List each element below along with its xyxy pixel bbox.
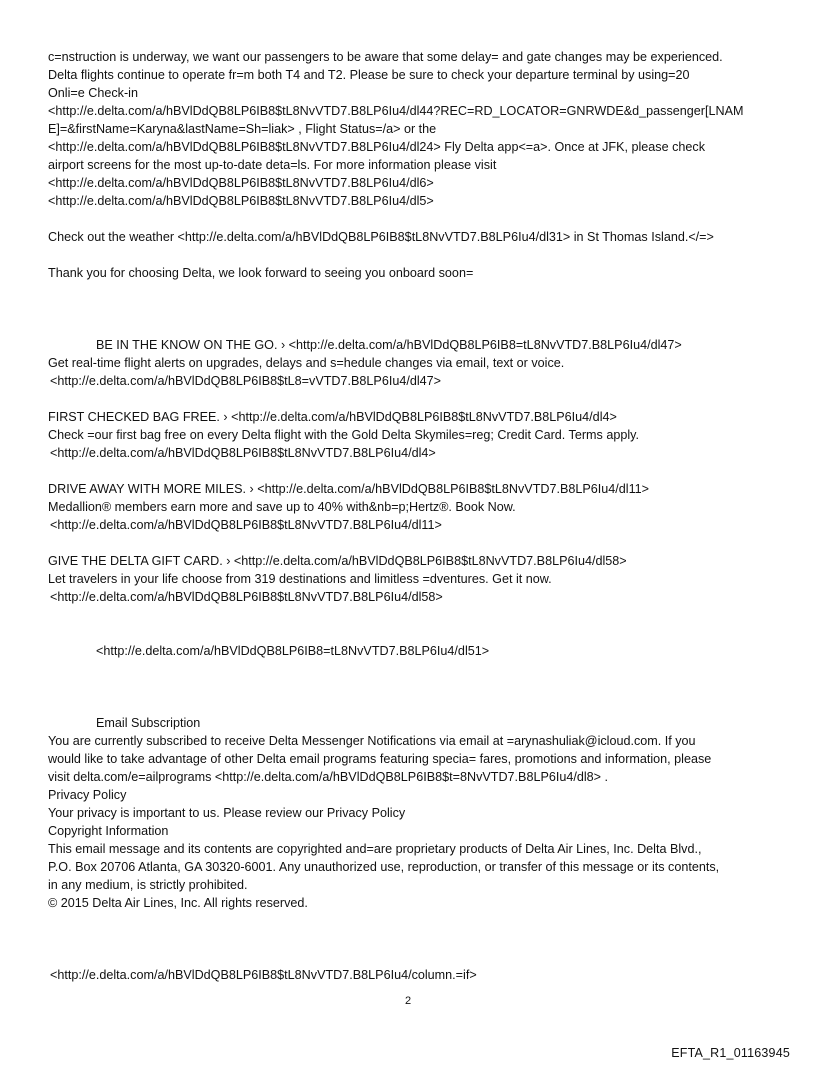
promo-link[interactable]: <http://e.delta.com/a/hBVlDdQB8LP6IB8$tL8NvVTD7.B8LP6Iu4/dl58> [50, 590, 443, 604]
email-programs-link[interactable]: visit delta.com/e=ailprograms <http://e.delta.com/a/hBVlDdQB8LP6IB8$t=8NvVTD7.B8LP6Iu4/dl8> . [48, 770, 609, 784]
info-link-dl6[interactable]: <http://e.delta.com/a/hBVlDdQB8LP6IB8$tL8NvVTD7.B8LP6Iu4/dl6> [48, 176, 434, 190]
promo-description: Let travelers in your life choose from 319 destinations and limitless =dventures. Get it now. [48, 572, 552, 586]
privacy-policy-heading: Privacy Policy [48, 788, 127, 802]
column-link[interactable]: <http://e.delta.com/a/hBVlDdQB8LP6IB8$tL8NvVTD7.B8LP6Iu4/column.=if> [50, 968, 477, 982]
promo-link[interactable]: <http://e.delta.com/a/hBVlDdQB8LP6IB8$tL8=vVTD7.B8LP6Iu4/dl47> [50, 374, 442, 388]
bates-number: EFTA_R1_01163945 [671, 1046, 790, 1060]
text-line: airport screens for the most up-to-date deta=ls. For more information please visit [48, 158, 497, 172]
text-line: P.O. Box 20706 Atlanta, GA 30320-6001. Any unauthorized use, reproduction, or transfer of this message or its contents, [48, 860, 720, 874]
info-link-dl5[interactable]: <http://e.delta.com/a/hBVlDdQB8LP6IB8$tL8NvVTD7.B8LP6Iu4/dl5> [48, 194, 434, 208]
text-line: E]=&firstName=Karyna&lastName=Sh=liak> , Flight Status=/a> or the [48, 122, 437, 136]
checkin-link[interactable]: <http://e.delta.com/a/hBVlDdQB8LP6IB8$tL8NvVTD7.B8LP6Iu4/dl44?REC=RD_LOCATOR=GNRWDE&d_passenger[LNAM [48, 104, 744, 118]
promo-know-on-the-go [48, 336, 778, 390]
fly-delta-app-link[interactable]: <http://e.delta.com/a/hBVlDdQB8LP6IB8$tL8NvVTD7.B8LP6Iu4/dl24> Fly Delta app<=a>. Once at JFK, please check [48, 140, 706, 154]
text-line: would like to take advantage of other Delta email programs featuring specia= fares, promotions and information, please [48, 752, 712, 766]
promo-heading[interactable]: BE IN THE KNOW ON THE GO. › <http://e.delta.com/a/hBVlDdQB8LP6IB8=tL8NvVTD7.B8LP6Iu4/dl47> [96, 338, 682, 352]
promo-link[interactable]: <http://e.delta.com/a/hBVlDdQB8LP6IB8$tL8NvVTD7.B8LP6Iu4/dl4> [50, 446, 436, 460]
text-line: You are currently subscribed to receive Delta Messenger Notifications via email at =arynashuliak@icloud.com. If you [48, 734, 696, 748]
email-body [48, 48, 778, 984]
text-line: Delta flights continue to operate fr=m both T4 and T2. Please be sure to check your departure terminal by using=20 [48, 68, 690, 82]
promo-more-miles [48, 480, 778, 534]
promo-link[interactable]: <http://e.delta.com/a/hBVlDdQB8LP6IB8$tL8NvVTD7.B8LP6Iu4/dl11> [50, 518, 442, 532]
copyright-notice: © 2015 Delta Air Lines, Inc. All rights reserved. [48, 896, 308, 910]
promo-heading[interactable]: DRIVE AWAY WITH MORE MILES. › <http://e.delta.com/a/hBVlDdQB8LP6IB8$tL8NvVTD7.B8LP6Iu4/dl11> [48, 482, 650, 496]
privacy-policy-link[interactable]: Your privacy is important to us. Please review our Privacy Policy [48, 806, 406, 820]
promo-gift-card [48, 552, 778, 606]
promo-description: Get real-time flight alerts on upgrades, delays and s=hedule changes via email, text or voice. [48, 356, 565, 370]
link-dl51[interactable]: <http://e.delta.com/a/hBVlDdQB8LP6IB8=tL8NvVTD7.B8LP6Iu4/dl51> [96, 644, 490, 658]
promo-description: Medallion® members earn more and save up to 40% with&nb=p;Hertz®. Book Now. [48, 500, 516, 514]
thank-you-line: Thank you for choosing Delta, we look forward to seeing you onboard soon= [48, 266, 474, 280]
promo-first-bag-free [48, 408, 778, 462]
promo-description: Check =our first bag free on every Delta flight with the Gold Delta Skymiles=reg; Credit Card. Terms apply. [48, 428, 639, 442]
promo-heading[interactable]: FIRST CHECKED BAG FREE. › <http://e.delta.com/a/hBVlDdQB8LP6IB8$tL8NvVTD7.B8LP6Iu4/dl4> [48, 410, 617, 424]
email-subscription-section [48, 714, 778, 912]
page-number: 2 [404, 995, 412, 1007]
text-line: This email message and its contents are copyrighted and=are proprietary products of Delta Air Lines, Inc. Delta Blvd., [48, 842, 702, 856]
subscription-heading: Email Subscription [96, 716, 201, 730]
text-line: Onli=e Check-in [48, 86, 138, 100]
promo-heading[interactable]: GIVE THE DELTA GIFT CARD. › <http://e.delta.com/a/hBVlDdQB8LP6IB8$tL8NvVTD7.B8LP6Iu4/dl58> [48, 554, 627, 568]
weather-line[interactable]: Check out the weather <http://e.delta.com/a/hBVlDdQB8LP6IB8$tL8NvVTD7.B8LP6Iu4/dl31> in St Thomas Island.</=> [48, 230, 714, 244]
construction-notice [48, 48, 778, 210]
text-line: c=nstruction is underway, we want our passengers to be aware that some delay= and gate changes may be experienced. [48, 50, 723, 64]
copyright-heading: Copyright Information [48, 824, 169, 838]
text-line: in any medium, is strictly prohibited. [48, 878, 248, 892]
